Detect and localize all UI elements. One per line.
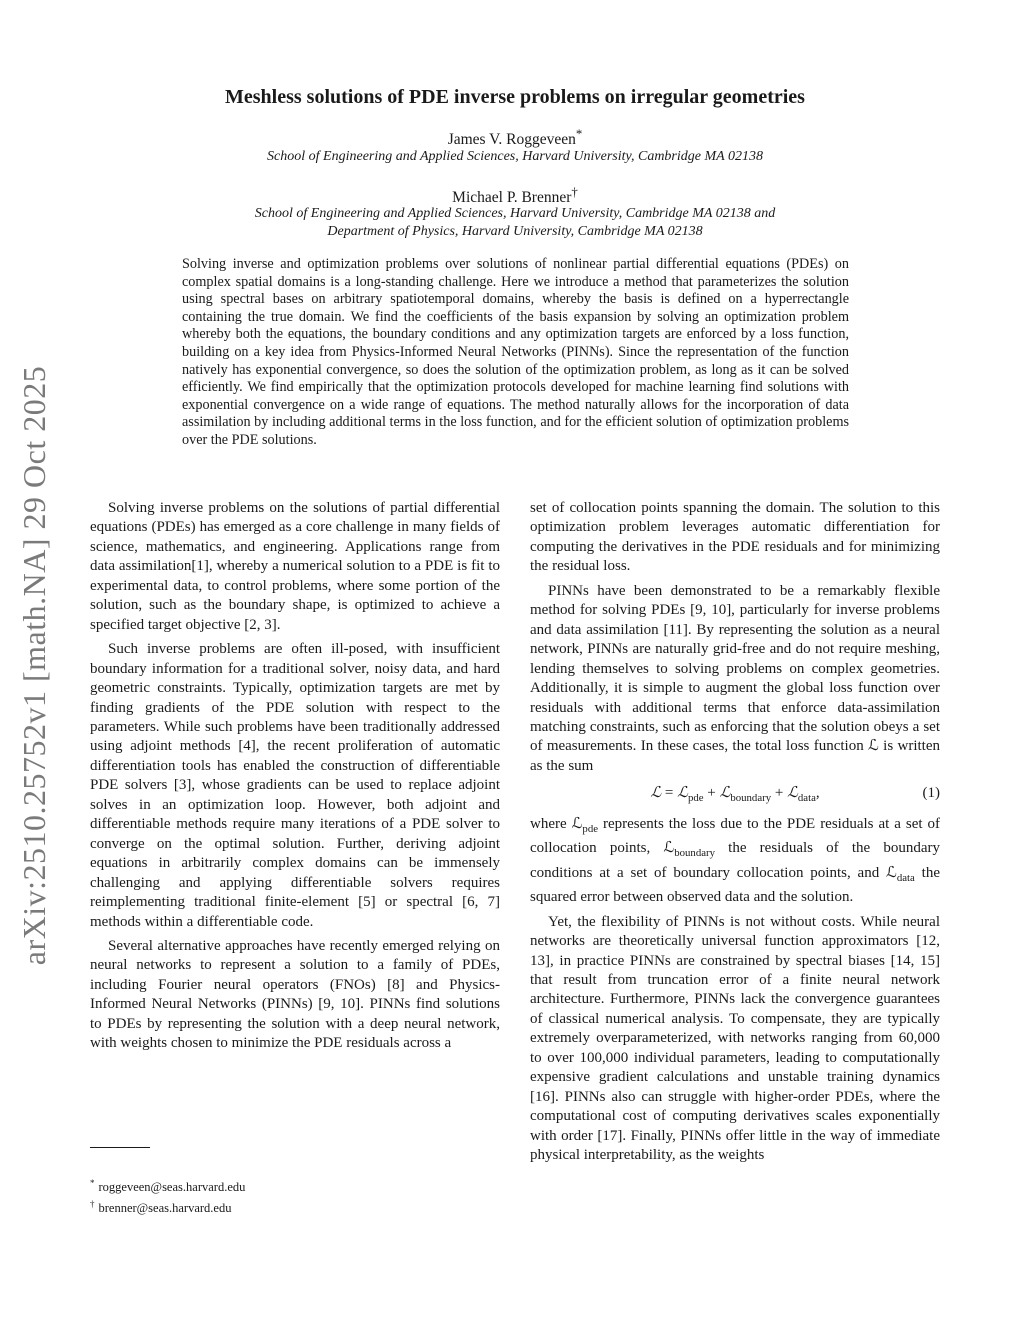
- body-paragraph: where ℒ$_{pde}$ represents the loss due to the PDE residuals at a set of collocation points, ℒ$_{boundary}$ the residuals of the boundary conditions at a set of boundary collocation points, and ℒ$_{data}$ the squared error between observed data and the solution.: [530, 815, 941, 906]
- abstract: Solving inverse and optimization problems over solutions of nonlinear partial differential equations (PDEs) on complex spatial domains is a long-standing challenge. Here we introduce a method that parameterizes the solution using spectral bases on arbitrary spatiotemporal domains, whereby the basis is defined on a hyperrectangle containing the true domain. We find the coefficients of the basis expansion by solving an optimization problem whereby both the equations, the boundary conditions and any optimization targets are enforced by a loss function, building on a key idea from Physics-Informed Neural Networks (PINNs). Since the representation of the function natively has exponential convergence, so does the solution of the optimization problem, as long as it can be solved efficiently. We find empirically that the optimization protocols developed for machine learning find solutions with exponential convergence on a wide range of equations. The method naturally allows for the incorporation of data assimilation by including additional terms in the loss function, and for the efficient solution of optimization problems over the PDE solutions.: [182, 256, 849, 448]
- paper-title: Meshless solutions of PDE inverse problems on irregular geometries: [225, 86, 805, 108]
- arxiv-identifier-stamp: [0, 345, 70, 985]
- author-1-name: James V. Roggeveen: [447, 131, 576, 149]
- affiliation-line: School of Engineering and Applied Sciences, Harvard University, Cambridge MA 02138 and: [254, 206, 776, 221]
- author-1-mark: *: [575, 126, 583, 141]
- footnotes: [90, 1175, 245, 1217]
- footnote-email: roggeveen@seas.harvard.edu: [98, 1180, 246, 1195]
- arxiv-identifier-text: arXiv:2510.25752v1 [math.NA] 29 Oct 2025: [16, 365, 53, 965]
- author-2: [100, 184, 930, 207]
- footnote-2: † brenner@seas.harvard.edu: [90, 1199, 232, 1216]
- body-paragraph: PINNs have been demonstrated to be a remarkably flexible method for solving PDEs [9, 10], particularly for inverse problems and data assimilation [11]. By representing the solution as a neural network, PINNs are naturally grid-free and do not require meshing, lending themselves to solving problems on complex geometries. Additionally, it is simple to augment the global loss function over residuals with additional terms that enforce data-assimilation matching constraints, such as enforcing that the solution obeys a set of measurements. In these cases, the total loss function ℒ is written as the sum: [530, 582, 940, 774]
- body-paragraph: set of collocation points spanning the domain. The solution to this optimization problem leverages automatic differentiation for computing the derivatives in the PDE residuals and for minimizing the residual loss.: [530, 500, 940, 575]
- body-paragraph: Such inverse problems are often ill-posed, with insufficient boundary information for a traditional solver, noisy data, and hard geometric constraints. Typically, optimization targets are met by finding gradients of the PDE solution with respect to the parameters. While such problems have been traditionally addressed using adjoint methods [4], the recent proliferation of automatic differentiation tools has enabled the construction of differentiable PDE solvers [3], whose gradients can be used to replace adjoint solves in an optimization loop. However, both adjoint and differentiable methods require many iterations of a PDE solver to converge on the optimal solution. Further, deriving adjoint equations in arbitrarily complex domains can be immensely challenging and applying differentiable solvers requires reimplementing traditional finite-element [5] or spectral [6, 7] methods within a differentiable code.: [90, 641, 500, 930]
- author-1: [100, 126, 930, 149]
- author-2-affiliation: [100, 205, 930, 241]
- body-paragraph: Solving inverse problems on the solutions of partial differential equations (PDEs) has emerged as a core challenge in many fields of science, mathematics, and engineering. Applications range from data assimilation[1], whereby a numerical solution to a PDE is fit to experimental data, to control problems, where some portion of the solution, such as the boundary shape, is optimized to achieve a specified target objective [2, 3].: [90, 500, 500, 633]
- footnote-email: brenner@seas.harvard.edu: [98, 1201, 232, 1216]
- affiliation-line: School of Engineering and Applied Sciences, Harvard University, Cambridge MA 02138: [267, 149, 763, 164]
- equation-number: (1): [922, 785, 940, 802]
- author-2-mark: †: [571, 184, 578, 199]
- body-paragraph: Yet, the flexibility of PINNs is not without costs. While neural networks are theoretically universal function approximators [12, 13], in practice PINNs are constrained by spectral biases [14, 15] that result from truncation error of a finite neural network architecture. Furthermore, PINNs lack the convergence guarantees of classical numerical analysis. To compensate, they are typically extremely overparameterized, with networks ranging from 60,000 to over 100,000 individual parameters, leading to computationally expensive gradient calculations and unstable training dynamics [16]. PINNs also can struggle with higher-order PDEs, where the computational cost of computing derivatives scales exponentially with order [17]. Finally, PINNs offer little in the way of immediate physical interpretability, as the weights: [530, 913, 940, 1164]
- affiliation-line: Department of Physics, Harvard University, Cambridge MA 02138: [327, 224, 703, 239]
- body-column-left: [90, 499, 500, 1059]
- equation-1: [530, 784, 940, 808]
- footnote-1: * roggeveen@seas.harvard.edu: [90, 1178, 246, 1195]
- equation-expression: ℒ = ℒ$_{pde}$ + ℒ$_{boundary}$ + ℒ$_{data}$,: [650, 785, 820, 805]
- author-2-name: Michael P. Brenner: [452, 189, 572, 207]
- body-column-right: [530, 499, 940, 1171]
- author-1-affiliation: [100, 148, 930, 166]
- body-paragraph: Several alternative approaches have recently emerged relying on neural networks to represent a solution to a family of PDEs, including Fourier neural operators (FNOs) [8] and Physics-Informed Neural Networks (PINNs) [9, 10]. PINNs find solutions to PDEs by representing the solution with a deep neural network, with weights chosen to minimize the PDE residuals across a: [90, 937, 500, 1052]
- footnote-rule: [90, 1147, 150, 1148]
